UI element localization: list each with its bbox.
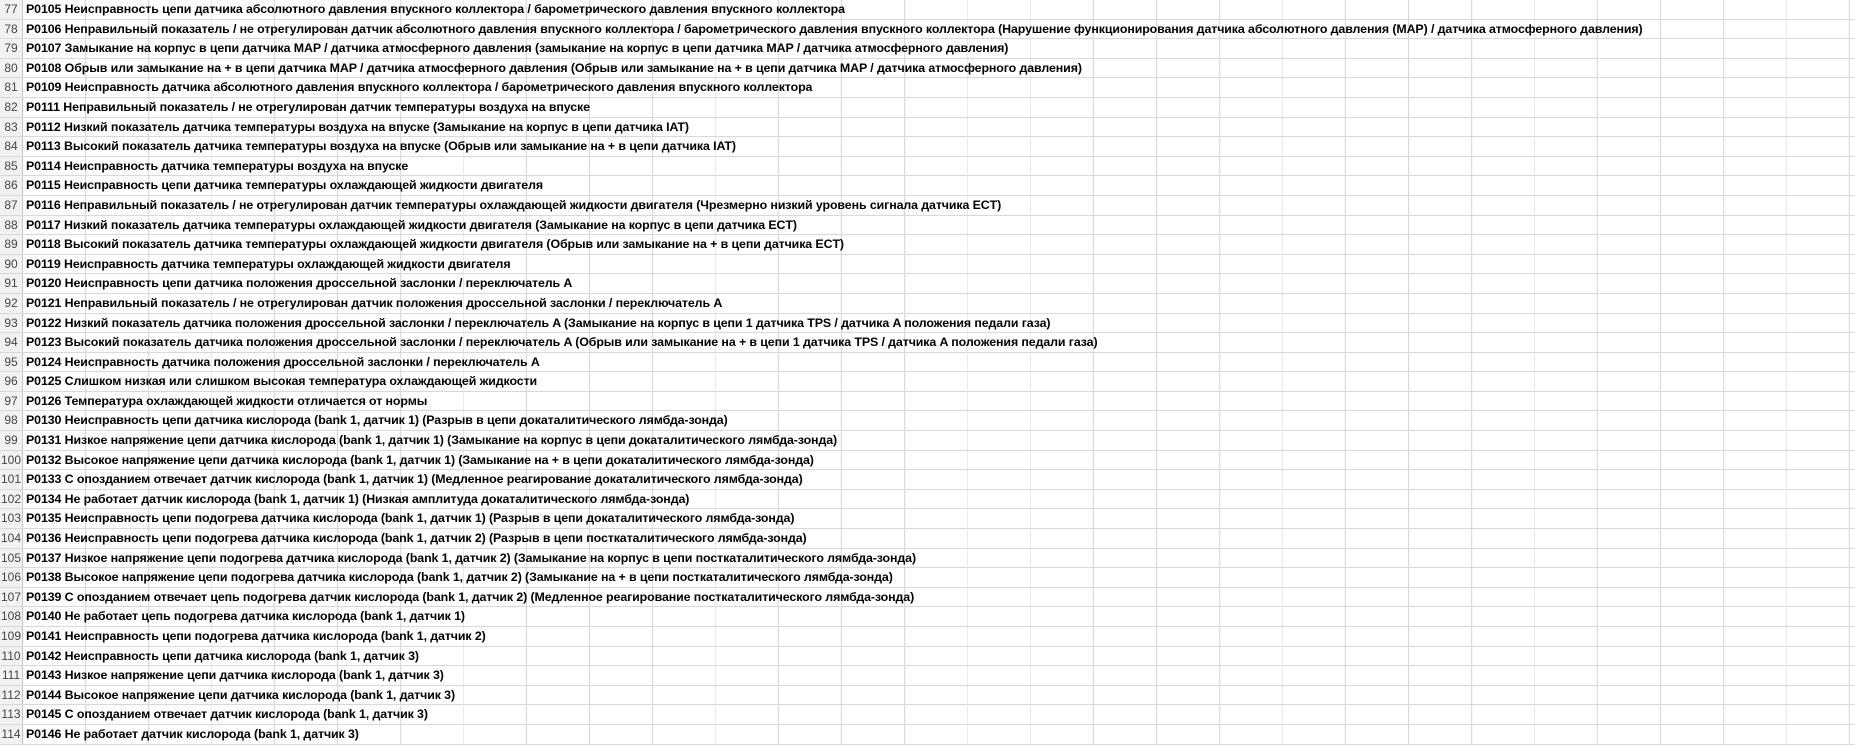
row-number[interactable]: 95 — [0, 353, 23, 372]
table-row[interactable] — [0, 607, 1855, 627]
cell-text[interactable]: P0107 Замыкание на корпус в цепи датчика MAP / датчика атмосферного давления (замыкание на корпус в цепи датчика MAP / датчика атмосферного давления) — [26, 41, 1009, 56]
table-row[interactable] — [0, 451, 1855, 471]
row-number[interactable]: 106 — [0, 568, 23, 587]
cell-text[interactable]: P0105 Неисправность цепи датчика абсолютного давления впускного коллектора / барометрического давления впускного коллектора — [26, 2, 845, 16]
cell-text[interactable]: P0133 С опозданием отвечает датчик кислорода (bank 1, датчик 1) (Медленное реагирование докаталитического лямбда-зонда) — [26, 472, 803, 487]
cell-text[interactable]: P0117 Низкий показатель датчика температуры охлаждающей жидкости двигателя (Замыкание на корпус в цепи датчика ECT) — [26, 217, 797, 232]
cell-text[interactable]: P0112 Низкий показатель датчика температуры воздуха на впуске (Замыкание на корпус в цепи датчика IAT) — [26, 119, 689, 134]
cell-text[interactable]: P0136 Неисправность цепи подогрева датчика кислорода (bank 1, датчик 2) (Разрыв в цепи посткаталитического лямбда-зонда) — [26, 531, 807, 546]
cell-text[interactable]: P0131 Низкое напряжение цепи датчика кислорода (bank 1, датчик 1) (Замыкание на корпус в цепи докаталитического лямбда-зонда) — [26, 433, 838, 448]
table-row[interactable] — [0, 627, 1855, 647]
row-number[interactable]: 105 — [0, 549, 23, 568]
row-number[interactable]: 113 — [0, 705, 23, 724]
row-number[interactable]: 82 — [0, 98, 23, 117]
row-number[interactable]: 94 — [0, 333, 23, 352]
cell-text[interactable]: P0143 Низкое напряжение цепи датчика кислорода (bank 1, датчик 3) — [26, 668, 444, 683]
cell-text[interactable]: P0132 Высокое напряжение цепи датчика кислорода (bank 1, датчик 1) (Замыкание на + в цепи докаталитического лямбда-зонда) — [26, 452, 814, 467]
cell-text[interactable]: P0141 Неисправность цепи подогрева датчика кислорода (bank 1, датчик 2) — [26, 629, 486, 643]
table-row[interactable] — [0, 274, 1855, 294]
row-number[interactable]: 111 — [0, 666, 23, 685]
cell-text[interactable]: P0142 Неисправность цепи датчика кислорода (bank 1, датчик 3) — [26, 648, 419, 663]
cell-text[interactable]: P0121 Неправильный показатель / не отрегулирован датчик положения дроссельной заслонки / переключатель A — [26, 295, 723, 310]
row-number[interactable]: 102 — [0, 490, 23, 509]
row-number[interactable]: 110 — [0, 647, 23, 666]
row-number[interactable]: 88 — [0, 216, 23, 235]
table-row[interactable] — [0, 372, 1855, 392]
table-row[interactable] — [0, 686, 1855, 706]
table-row[interactable] — [0, 59, 1855, 79]
table-row[interactable] — [0, 98, 1855, 118]
cell-text[interactable]: P0146 Не работает датчик кислорода (bank 1, датчик 3) — [26, 726, 359, 741]
table-row[interactable] — [0, 353, 1855, 373]
cell-text[interactable]: P0144 Высокое напряжение цепи датчика кислорода (bank 1, датчик 3) — [26, 687, 455, 702]
row-number[interactable]: 81 — [0, 78, 23, 97]
table-row[interactable] — [0, 39, 1855, 59]
cell-text[interactable]: P0140 Не работает цепь подогрева датчика кислорода (bank 1, датчик 1) — [26, 609, 465, 624]
row-number[interactable]: 109 — [0, 627, 23, 646]
cell-text[interactable]: P0120 Неисправность цепи датчика положения дроссельной заслонки / переключатель A — [26, 276, 573, 291]
cell-text[interactable]: P0111 Неправильный показатель / не отрегулирован датчик температуры воздуха на впуске — [26, 99, 590, 114]
table-row[interactable] — [0, 509, 1855, 529]
cell-text[interactable]: P0109 Неисправность датчика абсолютного давления впускного коллектора / барометрического давления впускного коллектора — [26, 80, 813, 95]
cell-text[interactable]: P0126 Температура охлаждающей жидкости отличается от нормы — [26, 393, 428, 408]
cell-text[interactable]: P0108 Обрыв или замыкание на + в цепи датчика MAP / датчика атмосферного давления (Обрыв или замыкание на + в цепи датчика MAP / датчика атмосферного давления) — [26, 60, 1082, 75]
row-number[interactable]: 104 — [0, 529, 23, 548]
table-row[interactable] — [0, 333, 1855, 353]
table-row[interactable] — [0, 0, 1855, 20]
row-number[interactable]: 101 — [0, 470, 23, 489]
row-number[interactable]: 93 — [0, 314, 23, 333]
row-number[interactable]: 83 — [0, 118, 23, 137]
table-row[interactable] — [0, 196, 1855, 216]
table-row[interactable] — [0, 137, 1855, 157]
row-number[interactable]: 85 — [0, 157, 23, 176]
row-number[interactable]: 78 — [0, 20, 23, 39]
table-row[interactable] — [0, 725, 1855, 745]
table-row[interactable] — [0, 392, 1855, 412]
row-number[interactable]: 77 — [0, 0, 23, 19]
cell-text[interactable]: P0145 С опозданием отвечает датчик кислорода (bank 1, датчик 3) — [26, 707, 428, 722]
row-number[interactable]: 108 — [0, 607, 23, 626]
table-row[interactable] — [0, 705, 1855, 725]
table-row[interactable] — [0, 235, 1855, 255]
row-number[interactable]: 103 — [0, 509, 23, 528]
table-row[interactable] — [0, 176, 1855, 196]
cell-text[interactable]: P0135 Неисправность цепи подогрева датчика кислорода (bank 1, датчик 1) (Разрыв в цепи докаталитического лямбда-зонда) — [26, 511, 795, 526]
row-number[interactable]: 112 — [0, 686, 23, 705]
row-number[interactable]: 114 — [0, 725, 23, 744]
row-number[interactable]: 89 — [0, 235, 23, 254]
table-row[interactable] — [0, 588, 1855, 608]
row-number[interactable]: 91 — [0, 274, 23, 293]
row-number[interactable]: 87 — [0, 196, 23, 215]
row-number[interactable]: 90 — [0, 255, 23, 274]
table-row[interactable] — [0, 255, 1855, 275]
table-row[interactable] — [0, 490, 1855, 510]
cell-text[interactable]: P0138 Высокое напряжение цепи подогрева датчика кислорода (bank 1, датчик 2) (Замыкание на + в цепи посткаталитического лямбда-зонда) — [26, 570, 893, 585]
cell-text[interactable]: P0118 Высокий показатель датчика температуры охлаждающей жидкости двигателя (Обрыв или замыкание на + в цепи датчика ECT) — [26, 237, 844, 252]
table-row[interactable] — [0, 568, 1855, 588]
row-number[interactable]: 100 — [0, 451, 23, 470]
cell-text[interactable]: P0139 С опозданием отвечает цепь подогрева датчик кислорода (bank 1, датчик 2) (Медленное реагирование посткаталитического лямбда-зонда) — [26, 589, 915, 604]
table-row[interactable] — [0, 666, 1855, 686]
table-row[interactable] — [0, 549, 1855, 569]
cell-text[interactable]: P0115 Неисправность цепи датчика температуры охлаждающей жидкости двигателя — [26, 178, 544, 193]
table-row[interactable] — [0, 411, 1855, 431]
table-row[interactable] — [0, 529, 1855, 549]
row-number[interactable]: 92 — [0, 294, 23, 313]
cell-text[interactable]: P0114 Неисправность датчика температуры воздуха на впуске — [26, 158, 409, 173]
row-number[interactable]: 107 — [0, 588, 23, 607]
cell-text[interactable]: P0123 Высокий показатель датчика положения дроссельной заслонки / переключатель A (Обрыв или замыкание на + в цепи 1 датчика TPS / датчика A положения педали газа) — [26, 335, 1098, 350]
cell-text[interactable]: P0137 Низкое напряжение цепи подогрева датчика кислорода (bank 1, датчик 2) (Замыкание на корпус в цепи посткаталитического лямбда-зонда) — [26, 550, 916, 565]
table-row[interactable] — [0, 118, 1855, 138]
cell-text[interactable]: P0119 Неисправность датчика температуры охлаждающей жидкости двигателя — [26, 256, 511, 271]
row-number[interactable]: 80 — [0, 59, 23, 78]
table-row[interactable] — [0, 647, 1855, 667]
cell-text[interactable]: P0113 Высокий показатель датчика температуры воздуха на впуске (Обрыв или замыкание на + в цепи датчика IAT) — [26, 139, 736, 154]
cell-text[interactable]: P0116 Неправильный показатель / не отрегулирован датчик температуры охлаждающей жидкости двигателя (Чрезмерно низкий уровень сигнала датчика ECT) — [26, 197, 1002, 212]
row-number[interactable]: 79 — [0, 39, 23, 58]
cell-text[interactable]: P0122 Низкий показатель датчика положения дроссельной заслонки / переключатель A (Замыкание на корпус в цепи 1 датчика TPS / датчика A положения педали газа) — [26, 315, 1051, 330]
table-row[interactable] — [0, 216, 1855, 236]
table-row[interactable] — [0, 314, 1855, 334]
table-row[interactable] — [0, 78, 1855, 98]
cell-text[interactable]: P0134 Не работает датчик кислорода (bank 1, датчик 1) (Низкая амплитуда докаталитического лямбда-зонда) — [26, 491, 690, 506]
table-row[interactable] — [0, 470, 1855, 490]
cell-text[interactable]: P0125 Слишком низкая или слишком высокая температура охлаждающей жидкости — [26, 374, 538, 389]
row-number[interactable]: 86 — [0, 176, 23, 195]
row-number[interactable]: 98 — [0, 411, 23, 430]
table-row[interactable] — [0, 20, 1855, 40]
row-number[interactable]: 99 — [0, 431, 23, 450]
table-row[interactable] — [0, 294, 1855, 314]
row-number[interactable]: 84 — [0, 137, 23, 156]
row-number[interactable]: 96 — [0, 372, 23, 391]
cell-text[interactable]: P0106 Неправильный показатель / не отрегулирован датчик абсолютного давления впускного коллектора / барометрического давления впускного коллектора (Нарушение функционирования датчика абсолютного давления (MAP) / датчика атмосферного давления) — [26, 21, 1643, 36]
cell-text[interactable]: P0124 Неисправность датчика положения дроссельной заслонки / переключатель A — [26, 354, 540, 369]
table-row[interactable] — [0, 431, 1855, 451]
row-number[interactable]: 97 — [0, 392, 23, 411]
table-row[interactable] — [0, 157, 1855, 177]
cell-text[interactable]: P0130 Неисправность цепи датчика кислорода (bank 1, датчик 1) (Разрыв в цепи докаталитического лямбда-зонда) — [26, 413, 728, 428]
